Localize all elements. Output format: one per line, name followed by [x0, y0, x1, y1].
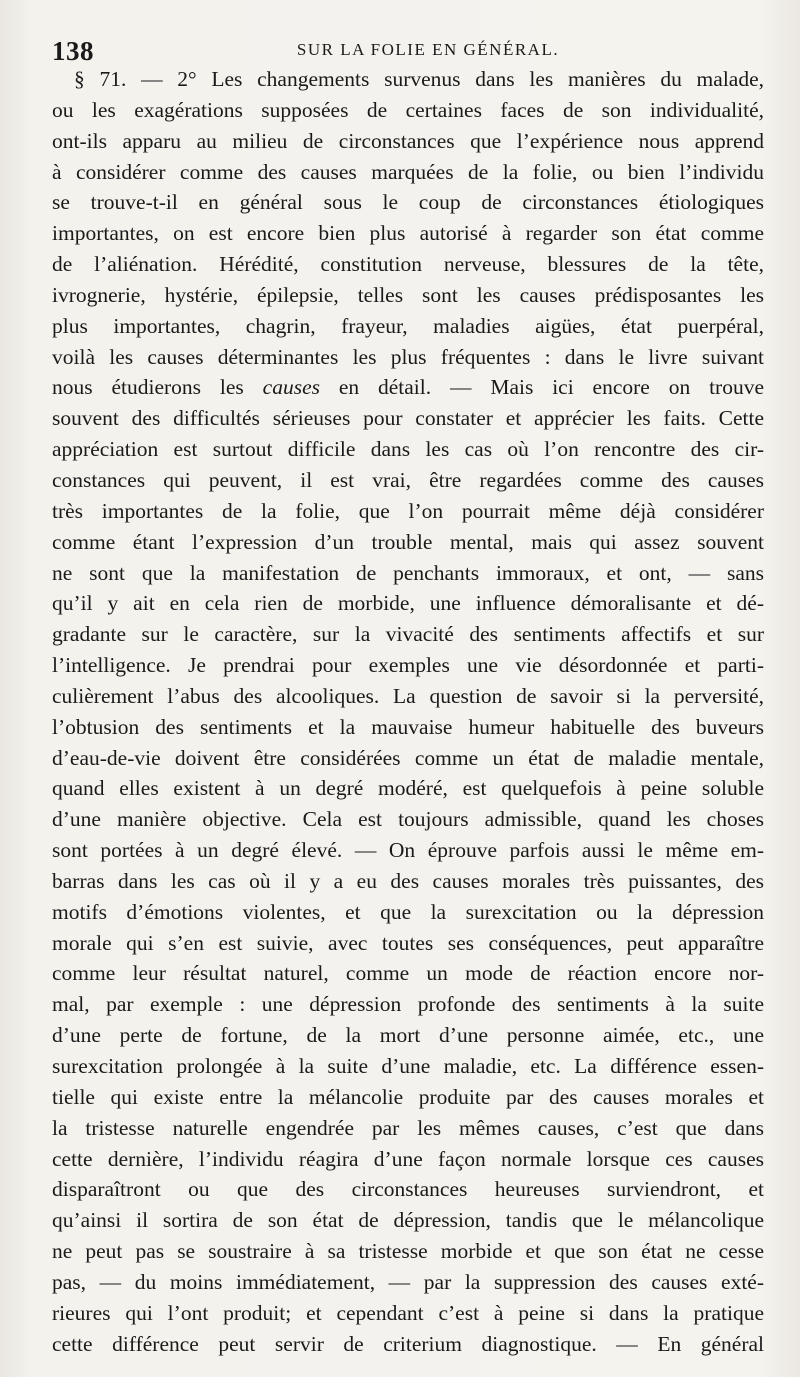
text-line: sont portées à un degré élevé. — On éprouve parfois aussi le même em- — [52, 838, 764, 863]
text-line: rieures qui l’ont produit; et cependant c’est à peine si dans la pratique — [52, 1300, 764, 1325]
text-line: § 71. — 2° Les changements survenus dans les manières du malade, — [74, 67, 764, 91]
text-line: qu’il y ait en cela rien de morbide, une influence démoralisante et dé- — [52, 591, 764, 616]
text-line: d’une manière objective. Cela est toujours admissible, quand les choses — [52, 807, 764, 832]
text-line: constances qui peuvent, il est vrai, être regardées comme des causes — [52, 467, 764, 492]
text-line: ou les exagérations supposées de certaines faces de son individualité, — [52, 97, 764, 122]
text-line: quand elles existent à un degré modéré, est quelquefois à peine soluble — [52, 776, 764, 801]
text-line: qu’ainsi il sortira de son état de dépression, tandis que le mélancolique — [52, 1208, 764, 1233]
text-line: l’intelligence. Je prendrai pour exemples une vie désordonnée et parti- — [52, 653, 764, 678]
text-line: tielle qui existe entre la mélancolie produite par des causes morales et — [52, 1084, 764, 1109]
text-line: très importantes de la folie, que l’on pourrait même déjà considérer — [52, 498, 764, 523]
text-line: culièrement l’abus des alcooliques. La question de savoir si la perversité, — [52, 683, 764, 708]
text-line: se trouve-t-il en général sous le coup de circonstances étiologiques — [52, 190, 764, 215]
text-line: mal, par exemple : une dépression profonde des sentiments à la suite — [52, 992, 764, 1017]
text-line: disparaîtront ou que des circonstances heureuses surviendront, et — [52, 1177, 764, 1202]
text-line: à considérer comme des causes marquées de la folie, ou bien l’individu — [52, 159, 764, 184]
text-line: ont-ils apparu au milieu de circonstances que l’expérience nous apprend — [52, 128, 764, 153]
text-line: comme étant l’expression d’un trouble mental, mais qui assez souvent — [52, 529, 764, 554]
text-line: d’eau-de-vie doivent être considérées comme un état de maladie mentale, — [52, 745, 764, 770]
text-line: voilà les causes déterminantes les plus fréquentes : dans le livre suivant — [52, 344, 764, 369]
page-number: 138 — [52, 36, 94, 66]
body-text — [52, 64, 764, 1359]
text-line: appréciation est surtout difficile dans les cas où l’on rencontre des cir- — [52, 437, 764, 462]
text-line: cette dernière, l’individu réagira d’une façon normale lorsque ces causes — [52, 1146, 764, 1171]
text-line: comme leur résultat naturel, comme un mode de réaction encore nor- — [52, 961, 764, 986]
text-line: ne peut pas se soustraire à sa tristesse morbide et que son état ne cesse — [52, 1239, 764, 1264]
text-line: l’obtusion des sentiments et la mauvaise humeur habituelle des buveurs — [52, 714, 764, 739]
text-line: pas, — du moins immédiatement, — par la suppression des causes exté- — [52, 1269, 764, 1294]
text-line: d’une perte de fortune, de la mort d’une personne aimée, etc., une — [52, 1023, 764, 1048]
text-line: morale qui s’en est suivie, avec toutes ses conséquences, peut apparaître — [52, 930, 764, 955]
text-line: importantes, on est encore bien plus autorisé à regarder son état comme — [52, 221, 764, 246]
text-line: cette différence peut servir de criterium diagnostique. — En général — [52, 1331, 764, 1356]
running-head: SUR LA FOLIE EN GÉNÉRAL. — [296, 40, 560, 59]
text-line: gradante sur le caractère, sur la vivacité des sentiments affectifs et sur — [52, 622, 764, 647]
text-line: de l’aliénation. Hérédité, constitution nerveuse, blessures de la tête, — [52, 252, 764, 277]
text-line: surexcitation prolongée à la suite d’une maladie, etc. La différence essen- — [52, 1054, 764, 1078]
text-line: barras dans les cas où il y a eu des causes morales très puissantes, des — [52, 868, 764, 893]
text-line: ne sont que la manifestation de penchants immoraux, et ont, — sans — [52, 560, 764, 585]
text-line: ivrognerie, hystérie, épilepsie, telles sont les causes prédisposantes les — [52, 282, 764, 307]
text-line: motifs d’émotions violentes, et que la surexcitation ou la dépression — [52, 899, 764, 924]
text-line: plus importantes, chagrin, frayeur, maladies aigües, état puerpéral, — [52, 313, 764, 338]
italic-word: causes — [262, 375, 320, 400]
text-line: nous étudierons les causes en détail. — Mais ici encore on trouve — [52, 375, 764, 400]
text-line: la tristesse naturelle engendrée par les mêmes causes, c’est que dans — [52, 1115, 764, 1140]
text-line: souvent des difficultés sérieuses pour constater et apprécier les faits. Cette — [52, 406, 764, 431]
page-header — [52, 34, 764, 66]
